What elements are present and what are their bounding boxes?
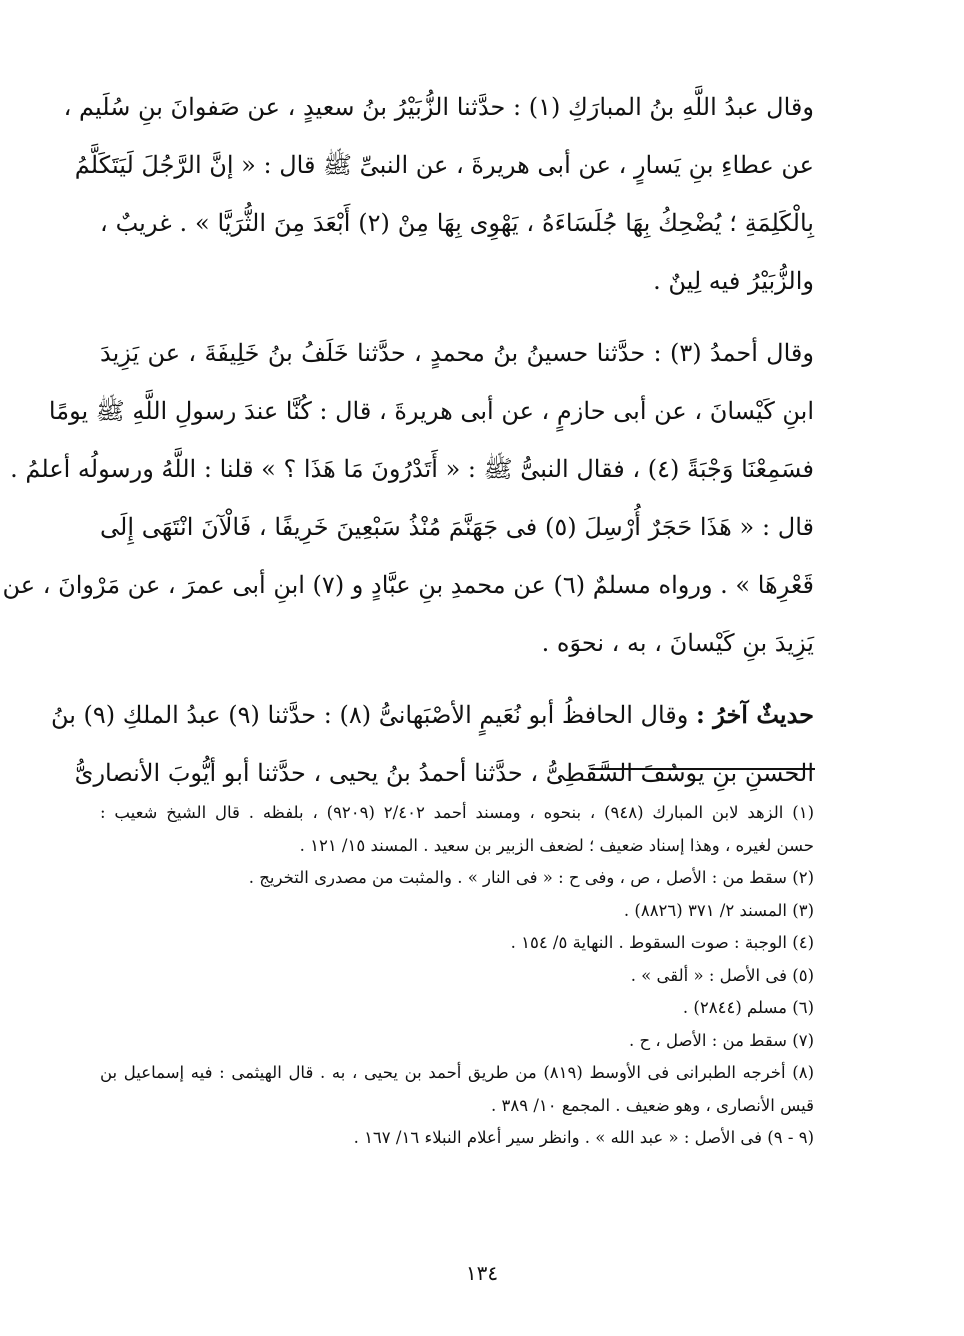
main-text: [2, 78, 814, 816]
footnote-9: [100, 1122, 814, 1155]
footnote-2: [100, 862, 814, 895]
footnote-6: [100, 992, 814, 1025]
footnote-line: (٧) سقط من : الأصل ، ح .: [629, 1030, 814, 1050]
text-line: ابنِ كَيْسانَ ، عن أبى حازمٍ ، عن أبى هريرةَ ، قال : كُنَّا عندَ رسولِ اللَّهِ ﷺ يومًا: [48, 397, 814, 425]
footnote-4: [100, 927, 814, 960]
footnotes: [100, 797, 814, 1155]
footnote-3: [100, 895, 814, 928]
paragraph-2: [2, 324, 814, 672]
text-line: فسَمِعْنَا وَجْبَةً (٤) ، فقال النبىُّ ﷺ : « أَتَدْرُونَ مَا هَذَا ؟ » قلنا : اللَّهُ ورسولُه أعلمُ .: [10, 455, 814, 483]
footnote-line: حسن لغيره ، وهذا إسناد ضعيف ؛ لضعف الزبير بن سعيد . المسند ١٥/ ١٢١ .: [299, 835, 814, 855]
text-line: بِالْكَلِمَةِ ؛ يُضْحِكُ بِهَا جُلَسَاءَهُ ، يَهْوِى بِهَا مِنْ (٢) أَبْعَدَ مِنَ الثُّرَيَّا » . غريبٌ ،: [100, 209, 814, 237]
footnote-1: [100, 797, 814, 862]
footnote-line: (٥) فى الأصل : « ألقى » .: [630, 965, 814, 985]
footnote-line: قيس الأنصارى ، وهو ضعيف . المجمع ١٠/ ٣٨٩ .: [491, 1095, 814, 1115]
text-run: وقال الحافظُ أبو نُعَيمٍ الأصْبَهانىُّ (٨) : حدَّثنا (٩) عبدُ الملكِ (٩) بنُ: [50, 701, 696, 729]
text-line: عن عطاءِ بنِ يَسارٍ ، عن أبى هريرةَ ، عن النبىِّ ﷺ قال : « إنَّ الرَّجُلَ لَيَتَكَلَّمُ: [74, 151, 814, 179]
text-line: وقال عبدُ اللَّهِ بنُ المبارَكِ (١) : حدَّثنا الزُّبَيْرُ بنُ سعيدٍ ، عن صَفوانَ بنِ سُلَيم ،: [63, 93, 814, 121]
text-line: وقال أحمدُ (٣) : حدَّثنا حسينُ بنُ محمدٍ ، حدَّثنا خَلَفُ بنُ خَلِيفَةَ ، عن يَزِيدَ: [100, 339, 814, 367]
hadith-heading: حديثٌ آخرُ :: [696, 700, 814, 729]
paragraph-1: [63, 78, 814, 310]
paragraph-3: [50, 686, 814, 802]
footnote-line: (٤) الوجبة : صوت السقوط . النهاية ٥/ ١٥٤ .: [510, 933, 814, 952]
footnote-8: [100, 1057, 814, 1122]
footnote-line: (٣) المسند ٢/ ٣٧١ (٨٨٢٦) .: [623, 900, 814, 920]
footnote-5: [100, 960, 814, 993]
text-line: قَعْرِهَا » . ورواه مسلمٌ (٦) عن محمدِ بنِ عبَّادٍ و (٧) ابنِ أبى عمرَ ، عن مَرْوانَ ، عن: [2, 571, 814, 599]
page-number: ١٣٤: [465, 1261, 499, 1285]
footnote-separator: [591, 768, 815, 770]
footnote-7: [100, 1025, 814, 1058]
footnote-line: (٨) أخرجه الطبرانى فى الأوسط (٨١٩) من طريق أحمد بن يحيى ، به . قال الهيثمى : فيه إسماعيل بن: [100, 1063, 814, 1082]
text-line: [50, 686, 814, 744]
text-line: يَزِيدَ بنِ كَيْسانَ ، به ، نحوَه .: [541, 629, 814, 657]
text-line: والزُّبَيْرُ فيه لِينٌ .: [653, 267, 814, 295]
text-line: الحسنِ بنِ يوسُفَ السَّقَطِىُّ ، حدَّثنا أحمدُ بنُ يحيى ، حدَّثنا أبو أيُّوبَ الأنصارىُّ: [74, 759, 814, 787]
footnote-line: (٩ - ٩) فى الأصل : « عبد الله » . وانظر سير أعلام النبلاء ١٦/ ١٦٧ .: [353, 1128, 814, 1147]
text-line: قال : « هَذَا حَجَرٌ أُرْسِلَ (٥) فى جَهَنَّمَ مُنْذُ سَبْعِينَ خَرِيفًا ، فَالْآنَ انْتَهَى إِلَى: [100, 513, 814, 541]
footnote-line: (٦) مسلم (٢٨٤٤) .: [682, 998, 814, 1017]
footnote-line: (١) الزهد لابن المبارك (٩٤٨) ، بنحوه ، ومسند أحمد ٢/٤٠٢ (٩٢٠٩) ، بلفظه . قال الشيخ شعيب :: [100, 803, 814, 822]
footnote-line: (٢) سقط من : الأصل ، ص ، وفى ح : « فى النار » . والمثبت من مصدرى التخريج .: [248, 868, 814, 887]
